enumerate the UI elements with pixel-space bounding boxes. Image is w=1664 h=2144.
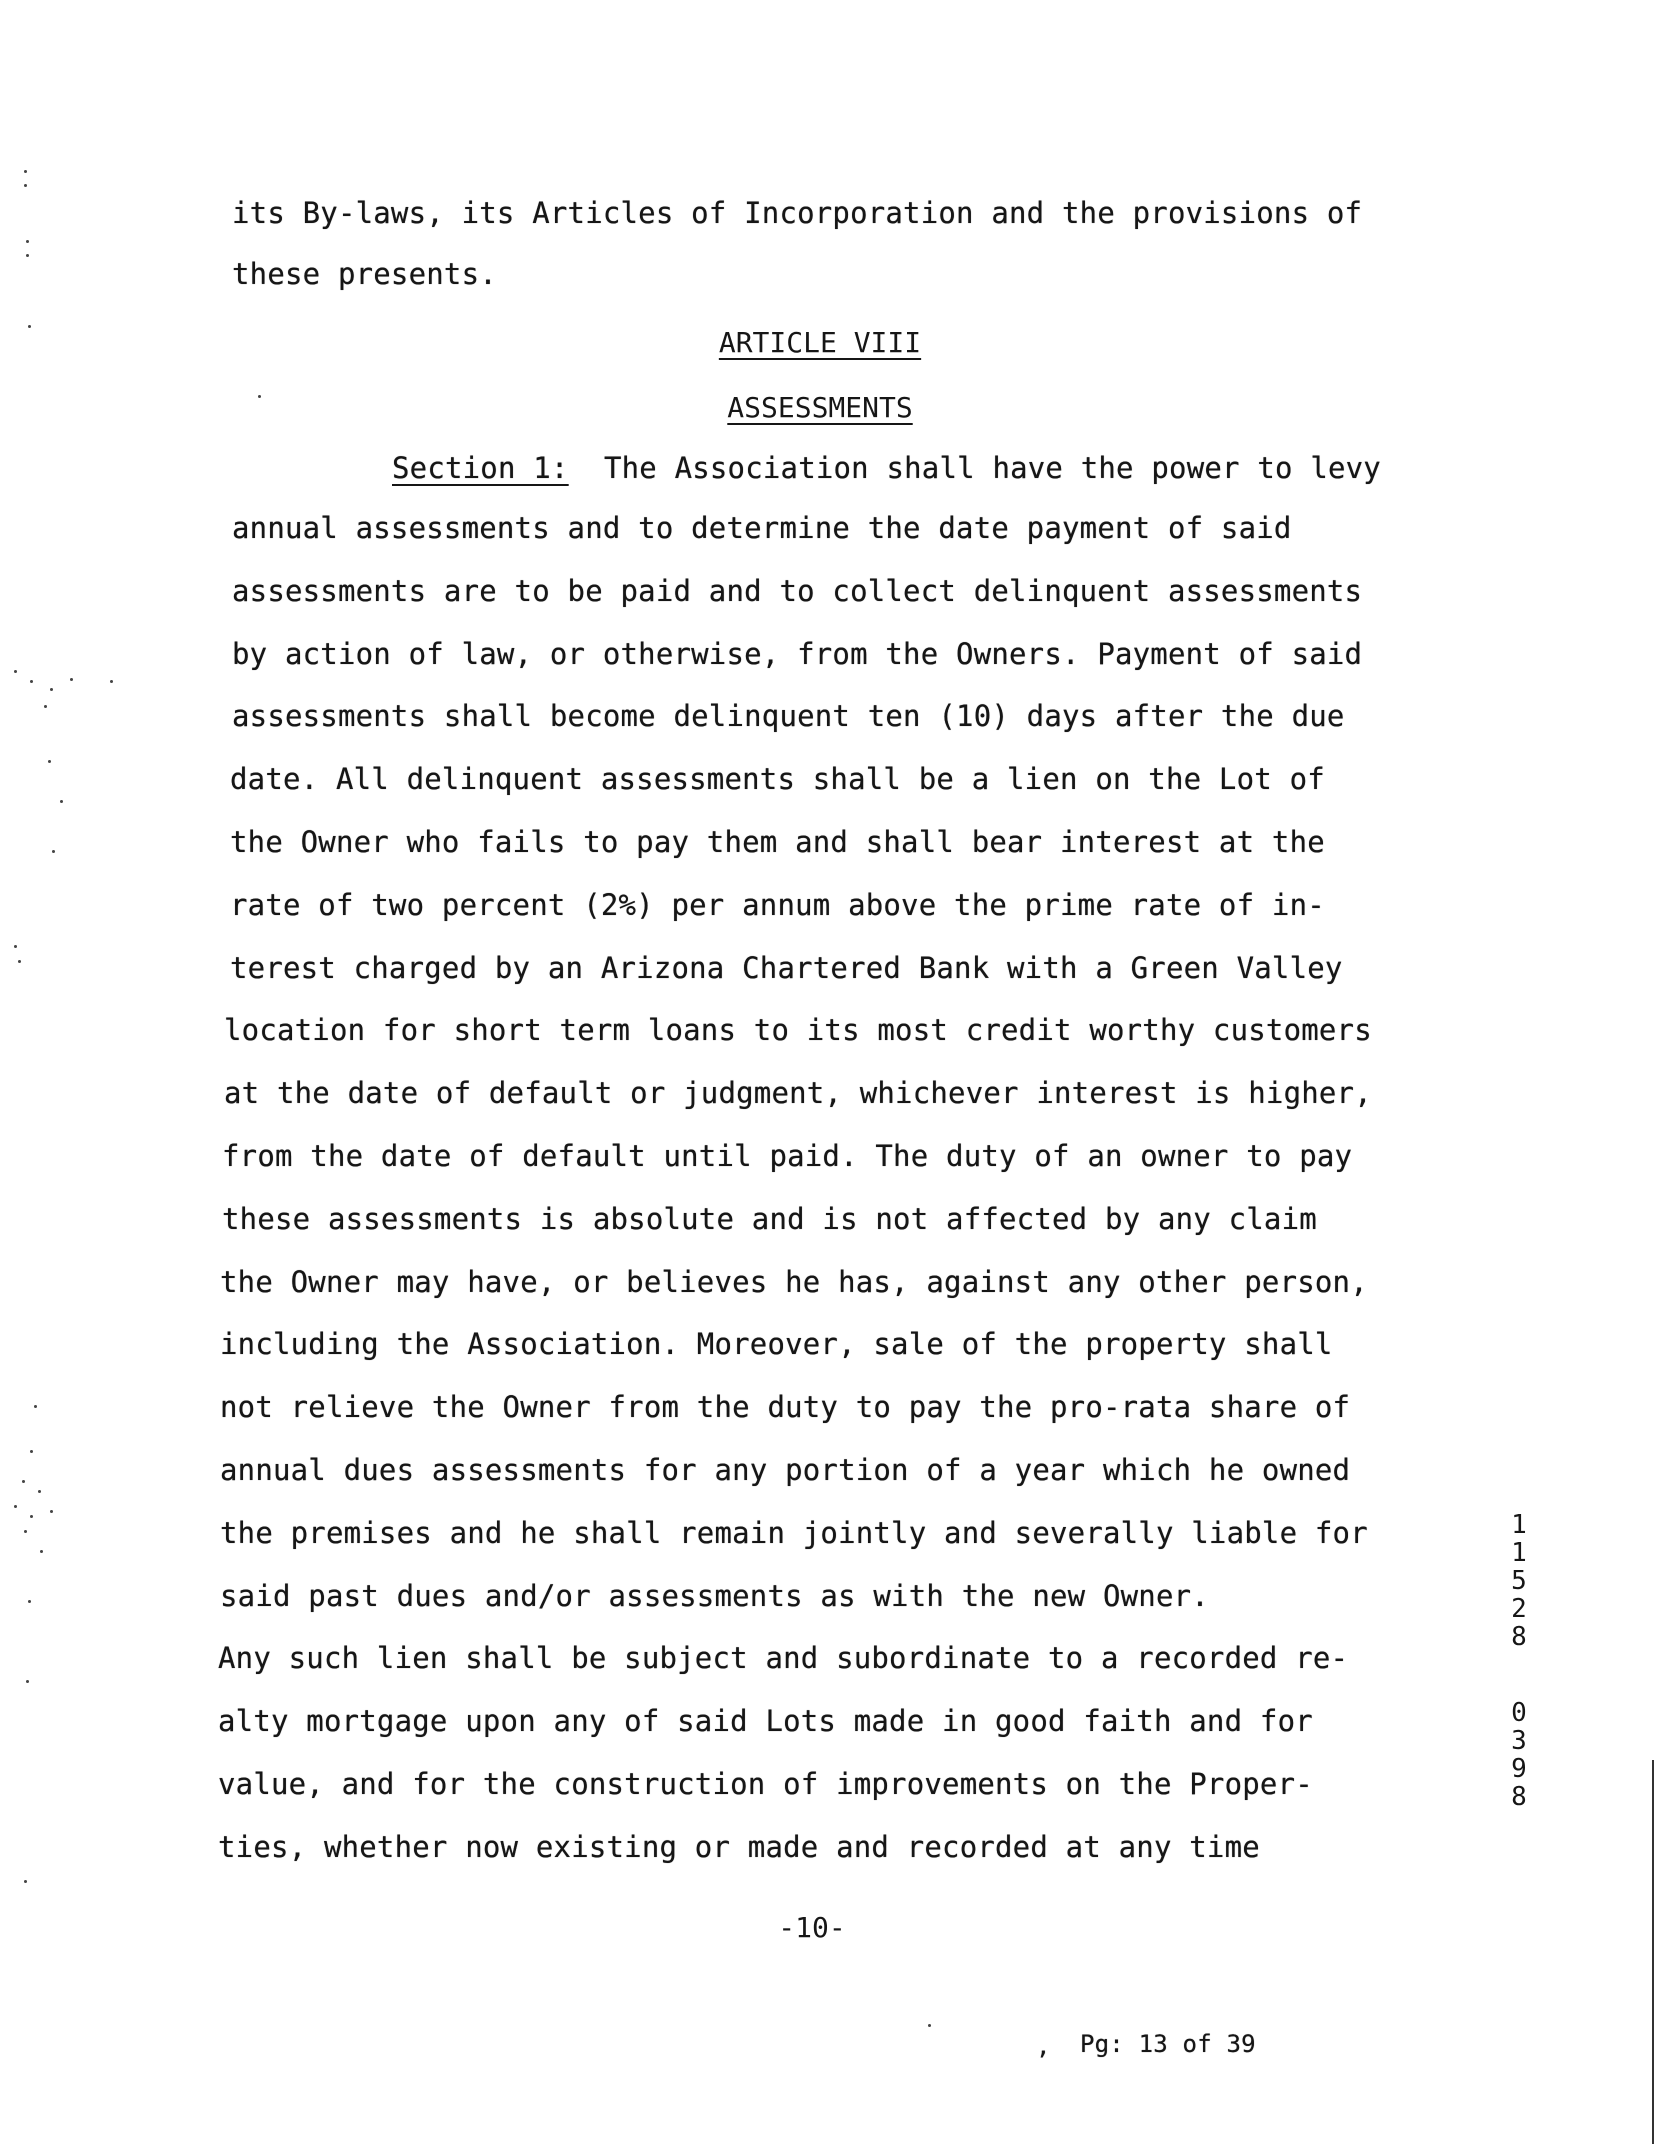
body-line: by action of law, or otherwise, from the Owners. Payment of said — [232, 637, 1363, 671]
body-line: Any such lien shall be subject and subordinate to a recorded re- — [218, 1641, 1349, 1675]
scan-edge-line — [1652, 1760, 1654, 2144]
margin-digit: 1 — [1511, 1510, 1527, 1540]
body-line: these assessments is absolute and is not affected by any claim — [222, 1202, 1317, 1236]
body-line: including the Association. Moreover, sale of the property shall — [220, 1327, 1333, 1361]
scan-speck — [18, 960, 21, 963]
body-line: ties, whether now existing or made and recorded at any time — [218, 1830, 1260, 1864]
body-line: the Owner who fails to pay them and shall bear interest at the — [230, 825, 1325, 859]
article-title — [0, 390, 1640, 426]
opening-line-2: these presents. — [232, 257, 497, 291]
body-line: alty mortgage upon any of said Lots made in good faith and for — [218, 1704, 1313, 1738]
page-footer-mark: , — [1036, 2032, 1051, 2060]
body-line: annual assessments and to determine the date payment of said — [232, 511, 1292, 545]
scan-speck — [60, 800, 63, 803]
margin-digit: 8 — [1511, 1782, 1527, 1812]
body-line: at the date of default or judgment, whichever interest is higher, — [224, 1076, 1372, 1110]
margin-digit: 0 — [1511, 1698, 1527, 1728]
section-label: Section 1: — [392, 451, 569, 485]
scan-speck — [44, 705, 47, 708]
opening-line-1: its By-laws, its Articles of Incorporation and the provisions of — [232, 196, 1363, 230]
scan-speck — [22, 1480, 25, 1483]
scan-speck — [70, 678, 73, 681]
scan-speck — [52, 850, 55, 853]
margin-digit: 2 — [1511, 1594, 1527, 1624]
scan-speck — [24, 1880, 27, 1883]
scan-speck — [30, 680, 33, 683]
page-footer: Pg: 13 of 39 — [1080, 2030, 1256, 2058]
section-1-first-line — [392, 450, 1381, 486]
scan-speck — [50, 1510, 53, 1513]
body-line: value, and for the construction of improvements on the Proper- — [218, 1767, 1313, 1801]
scan-speck — [30, 1450, 33, 1453]
scan-speck — [24, 170, 27, 173]
scan-speck — [110, 680, 113, 683]
scan-speck — [26, 1680, 29, 1683]
scan-speck — [50, 688, 53, 691]
body-line: location for short term loans to its most credit worthy customers — [224, 1013, 1372, 1047]
section-first-line-text: The Association shall have the power to levy — [603, 451, 1381, 485]
body-line: assessments are to be paid and to collect delinquent assessments — [232, 574, 1363, 608]
margin-digit: 5 — [1511, 1566, 1527, 1596]
body-line: the premises and he shall remain jointly and severally liable for — [220, 1516, 1368, 1550]
scan-speck — [258, 395, 261, 398]
scan-speck — [34, 1405, 37, 1408]
scan-speck — [48, 760, 51, 763]
scan-speck — [24, 184, 27, 187]
scan-speck — [40, 1550, 43, 1553]
scan-speck — [28, 1600, 31, 1603]
body-line: assessments shall become delinquent ten (10) days after the due — [232, 699, 1345, 733]
page-number: -10- — [778, 1911, 846, 1944]
article-title-text: ASSESSMENTS — [727, 391, 913, 424]
body-line: not relieve the Owner from the duty to pay the pro-rata share of — [220, 1390, 1351, 1424]
body-line: annual dues assessments for any portion of a year which he owned — [220, 1453, 1351, 1487]
body-line: from the date of default until paid. The duty of an owner to pay — [222, 1139, 1353, 1173]
article-heading — [0, 325, 1640, 361]
margin-digit: 8 — [1511, 1622, 1527, 1652]
scan-speck — [26, 254, 29, 257]
scan-speck — [14, 945, 17, 948]
body-line: rate of two percent (2%) per annum above the prime rate of in- — [230, 888, 1325, 922]
scan-speck — [14, 670, 17, 673]
body-line: said past dues and/or assessments as with the new Owner. — [220, 1579, 1209, 1613]
margin-digit: 3 — [1511, 1726, 1527, 1756]
margin-digit: 1 — [1511, 1538, 1527, 1568]
scan-speck — [928, 2024, 931, 2027]
article-heading-text: ARTICLE VIII — [718, 326, 922, 359]
scan-speck — [28, 325, 31, 328]
scan-speck — [24, 1530, 27, 1533]
scan-speck — [30, 1515, 33, 1518]
body-line: the Owner may have, or believes he has, against any other person, — [220, 1265, 1368, 1299]
scan-speck — [14, 1505, 17, 1508]
scan-speck — [26, 240, 29, 243]
scan-speck — [38, 1490, 41, 1493]
margin-digit: 9 — [1511, 1754, 1527, 1784]
body-line: terest charged by an Arizona Chartered Bank with a Green Valley — [230, 951, 1343, 985]
body-line: date. All delinquent assessments shall be a lien on the Lot of — [230, 762, 1325, 796]
